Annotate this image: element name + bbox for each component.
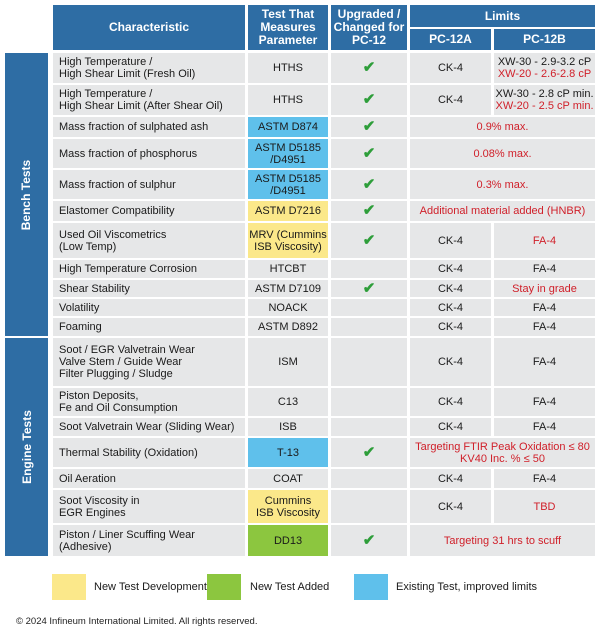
row-limit-pc12a: [410, 418, 491, 436]
row-characteristic: [53, 490, 245, 523]
legend-label-existing-test: Existing Test, improved limits: [396, 581, 538, 593]
row-characteristic: [53, 338, 245, 386]
row-characteristic: [53, 117, 245, 137]
row-limit-pc12a-text: CK-4: [437, 396, 464, 408]
row-characteristic-text: Foaming: [59, 321, 102, 333]
row-upgraded: [331, 201, 407, 221]
check-icon: ✔: [362, 279, 376, 297]
copyright-footer: © 2024 Infineum International Limited. All rights reserved.: [16, 616, 258, 627]
bench-tests-label: Bench Tests: [5, 53, 48, 336]
row-test: [248, 299, 328, 316]
row-limit-pc12b-text: TBD: [533, 500, 556, 513]
header-limits: Limits: [410, 5, 595, 27]
row-limit-pc12b: [494, 53, 595, 83]
row-characteristic: [53, 418, 245, 436]
row-limit-pc12b-text: Stay in grade: [512, 282, 577, 295]
row-characteristic: [53, 223, 245, 258]
row-limit-pc12a-text: CK-4: [437, 421, 464, 433]
header-characteristic: Characteristic: [53, 5, 245, 50]
row-upgraded: [331, 223, 407, 258]
row-test: [248, 525, 328, 556]
row-test: [248, 438, 328, 467]
row-characteristic-text: High Temperature Corrosion: [59, 263, 197, 275]
pc12b-xw20: XW-20 - 2.5 cP min.: [495, 100, 594, 112]
row-characteristic-text: Volatility: [59, 301, 100, 314]
check-icon: ✔: [362, 443, 376, 461]
check-icon: ✔: [362, 144, 376, 162]
row-limit-pc12b-text: FA-4: [532, 421, 557, 433]
row-characteristic-text: Thermal Stability (Oxidation): [59, 446, 198, 459]
row-characteristic-text: Mass fraction of sulphur: [59, 178, 176, 191]
row-test-text: T-13: [276, 446, 299, 459]
row-characteristic-text: Soot / EGR Valvetrain Wear Valve Stem / Guide Wear Filter Plugging / Sludge: [59, 344, 195, 380]
row-characteristic-text: Piston / Liner Scuffing Wear (Adhesive): [59, 528, 195, 553]
row-test-text: ISB: [279, 421, 297, 433]
pc12b-xw20: XW-20 - 2.6-2.8 cP: [497, 68, 592, 80]
row-upgraded: [331, 53, 407, 83]
row-upgraded: [331, 260, 407, 278]
row-characteristic: [53, 469, 245, 488]
row-upgraded: [331, 139, 407, 168]
row-characteristic: [53, 280, 245, 297]
row-characteristic-text: High Temperature / High Shear Limit (After Shear Oil): [59, 88, 223, 112]
row-limit-merged: [410, 201, 595, 221]
row-test-text: DD13: [273, 534, 303, 547]
check-icon: ✔: [362, 118, 376, 135]
row-limit-pc12a: [410, 469, 491, 488]
row-characteristic-text: Mass fraction of phosphorus: [59, 147, 198, 160]
row-limit-merged: [410, 139, 595, 168]
row-upgraded: [331, 525, 407, 556]
row-test: [248, 469, 328, 488]
row-upgraded: [331, 280, 407, 297]
row-test: [248, 85, 328, 115]
row-characteristic: [53, 438, 245, 467]
pc12b-xw30: XW-30 - 2.9-3.2 cP: [497, 56, 592, 68]
row-test: [248, 170, 328, 199]
row-test: [248, 490, 328, 523]
row-test: [248, 388, 328, 416]
row-limit-merged-text: Targeting FTIR Peak Oxidation ≤ 80 KV40 Inc. % ≤ 50: [415, 440, 590, 465]
row-limit-pc12a: [410, 388, 491, 416]
row-limit-pc12a-text: CK-4: [437, 234, 464, 247]
row-limit-pc12b: [494, 223, 595, 258]
header-pc12a: PC-12A: [410, 29, 491, 50]
legend-swatch-yellow: [52, 574, 86, 600]
row-limit-pc12b-text: FA-4: [532, 472, 557, 485]
row-test: [248, 260, 328, 278]
row-limit-merged-text: 0.08% max.: [473, 147, 532, 160]
row-limit-pc12a-text: CK-4: [437, 94, 464, 106]
check-icon: ✔: [362, 59, 376, 76]
row-characteristic: [53, 53, 245, 83]
row-limit-pc12a-text: CK-4: [437, 282, 464, 295]
row-limit-merged: [410, 525, 595, 556]
row-limit-pc12a: [410, 318, 491, 336]
row-upgraded: [331, 388, 407, 416]
row-limit-pc12a: [410, 490, 491, 523]
row-test-text: COAT: [273, 472, 303, 485]
header-pc12b: PC-12B: [494, 29, 595, 50]
row-limit-pc12a-text: CK-4: [437, 500, 464, 513]
row-test: [248, 280, 328, 297]
row-characteristic: [53, 139, 245, 168]
row-characteristic: [53, 85, 245, 115]
legend-swatch-blue: [354, 574, 388, 600]
row-test: [248, 117, 328, 137]
row-limit-pc12b-text: FA-4: [532, 396, 557, 408]
row-characteristic-text: Soot Valvetrain Wear (Sliding Wear): [59, 421, 235, 433]
row-characteristic: [53, 388, 245, 416]
row-characteristic-text: Piston Deposits, Fe and Oil Consumption: [59, 390, 178, 414]
row-test-text: ISM: [278, 356, 298, 368]
check-icon: ✔: [362, 531, 376, 549]
row-limit-pc12a: [410, 260, 491, 278]
row-limit-pc12b: [494, 388, 595, 416]
row-limit-pc12a: [410, 85, 491, 115]
row-upgraded: [331, 338, 407, 386]
row-characteristic-text: Used Oil Viscometrics (Low Temp): [59, 228, 167, 253]
row-limit-pc12a: [410, 299, 491, 316]
row-limit-merged-text: 0.9% max.: [476, 121, 529, 133]
row-limit-pc12b: [494, 260, 595, 278]
row-upgraded: [331, 299, 407, 316]
row-limit-pc12a-text: CK-4: [437, 356, 464, 368]
row-limit-pc12a: [410, 338, 491, 386]
row-upgraded: [331, 318, 407, 336]
row-limit-pc12b: [494, 299, 595, 316]
row-test-text: ASTM D7109: [254, 282, 322, 295]
row-characteristic-text: Mass fraction of sulphated ash: [59, 121, 209, 133]
row-test: [248, 318, 328, 336]
row-upgraded: [331, 490, 407, 523]
row-test-text: ASTM D7216: [254, 205, 322, 217]
row-test-text: HTCBT: [269, 263, 307, 275]
row-limit-merged: [410, 438, 595, 467]
header-test: Test That Measures Parameter: [248, 5, 328, 50]
row-limit-pc12a: [410, 53, 491, 83]
row-test-text: ASTM D874: [258, 121, 318, 133]
row-limit-pc12a-text: CK-4: [437, 472, 464, 485]
row-test: [248, 338, 328, 386]
row-limit-pc12b: [494, 85, 595, 115]
row-characteristic: [53, 318, 245, 336]
row-test-text: NOACK: [268, 301, 308, 314]
row-limit-merged: [410, 117, 595, 137]
row-limit-pc12b: [494, 418, 595, 436]
row-limit-pc12b: [494, 280, 595, 297]
row-upgraded: [331, 438, 407, 467]
row-test-text: HTHS: [273, 94, 303, 106]
row-characteristic: [53, 201, 245, 221]
row-characteristic-text: High Temperature / High Shear Limit (Fresh Oil): [59, 56, 196, 80]
row-test-text: HTHS: [273, 62, 303, 74]
row-limit-pc12b: [494, 490, 595, 523]
row-test: [248, 418, 328, 436]
row-characteristic: [53, 170, 245, 199]
row-test: [248, 139, 328, 168]
engine-tests-label: Engine Tests: [5, 338, 48, 556]
row-test-text: ASTM D892: [258, 321, 318, 333]
row-limit-merged: [410, 170, 595, 199]
row-test: [248, 201, 328, 221]
row-limit-pc12b-text: FA-4: [532, 301, 557, 314]
legend-label-new-test-added: New Test Added: [250, 581, 330, 593]
row-limit-pc12a-text: CK-4: [437, 321, 464, 333]
row-characteristic-text: Shear Stability: [59, 282, 130, 295]
row-limit-pc12b-text: FA-4: [532, 356, 557, 368]
row-characteristic: [53, 525, 245, 556]
row-limit-pc12b: [494, 318, 595, 336]
row-upgraded: [331, 170, 407, 199]
row-limit-pc12b-text: FA-4: [532, 234, 557, 247]
row-limit-merged-text: Additional material added (HNBR): [419, 205, 586, 217]
row-characteristic-text: Oil Aeration: [59, 472, 116, 485]
row-limit-pc12b: [494, 338, 595, 386]
legend-label-new-test-development: New Test Development: [94, 581, 207, 593]
row-limit-merged-text: Targeting 31 hrs to scuff: [443, 534, 562, 547]
row-upgraded: [331, 469, 407, 488]
row-limit-pc12a-text: CK-4: [437, 263, 464, 275]
row-test-text: ASTM D5185 /D4951: [254, 172, 322, 197]
check-icon: ✔: [362, 91, 376, 108]
check-icon: ✔: [362, 202, 376, 219]
row-characteristic-text: Elastomer Compatibility: [59, 205, 175, 217]
row-limit-pc12b-text: FA-4: [532, 263, 557, 275]
check-icon: ✔: [362, 175, 376, 193]
row-characteristic: [53, 299, 245, 316]
header-upgraded: Upgraded / Changed for PC-12: [331, 5, 407, 50]
row-test-text: C13: [277, 396, 299, 408]
row-limit-pc12a: [410, 280, 491, 297]
check-icon: ✔: [362, 231, 376, 249]
row-limit-pc12a: [410, 223, 491, 258]
row-characteristic-text: Soot Viscosity in EGR Engines: [59, 494, 140, 519]
row-test: [248, 223, 328, 258]
row-limit-pc12b: [494, 469, 595, 488]
row-test-text: Cummins ISB Viscosity: [256, 494, 320, 519]
row-test: [248, 53, 328, 83]
row-limit-pc12a-text: CK-4: [437, 301, 464, 314]
row-limit-pc12a-text: CK-4: [437, 62, 464, 74]
legend-swatch-green: [207, 574, 241, 600]
row-limit-merged-text: 0.3% max.: [476, 178, 529, 191]
row-test-text: ASTM D5185 /D4951: [254, 141, 322, 166]
row-upgraded: [331, 85, 407, 115]
row-test-text: MRV (Cummins ISB Viscosity): [249, 228, 327, 253]
row-limit-pc12b-text: FA-4: [532, 321, 557, 333]
row-characteristic: [53, 260, 245, 278]
row-upgraded: [331, 117, 407, 137]
pc12b-xw30: XW-30 - 2.8 cP min.: [495, 88, 594, 100]
row-upgraded: [331, 418, 407, 436]
